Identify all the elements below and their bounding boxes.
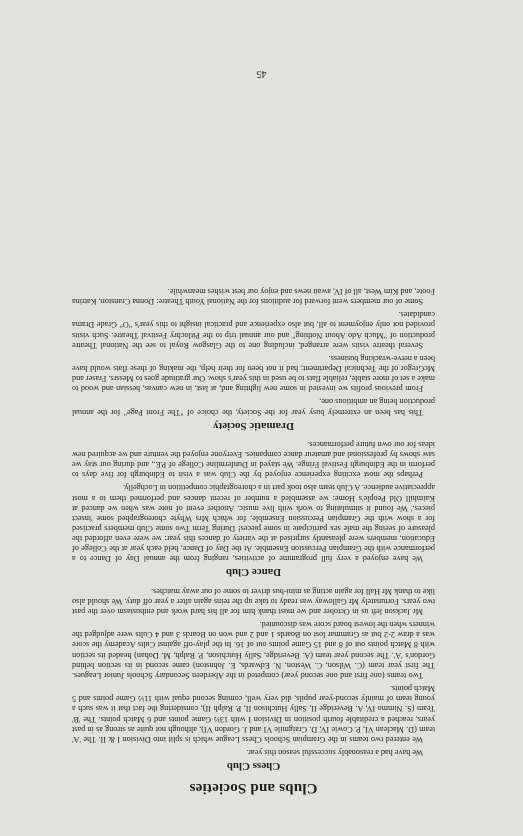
- drama-paragraph: Several theatre visits were arranged, including one to the Glasgow Royal to see the National Theatre production of "Much Ado About Nothing" and our annual trip to the Pitlochry Festival Theatre. Such visits provided not only enjoyment to all, but also experience and practical insight to this year's "O" Grade Drama candidates.: [72, 310, 435, 350]
- drama-paragraph: Some of our members went forward for auditions for the National Youth Theatre: Donna Cranston, Katrina Foote, and Kim West, all of IV, await news and enjoy our best wishes meanwhile.: [72, 286, 435, 307]
- chess-paragraph: Mr Jackson left us in October and we must thank him for all his hard work and enthusiasm over the past two years. Fortunately Mr Galloway was ready to take up the reins again after a year off duty. We should also like to thank Mr Hall for again acting as mini-bus driver to some of our away matches.: [72, 586, 435, 616]
- chess-club-section: [72, 586, 435, 773]
- dance-club-title: Dance Club: [225, 566, 282, 579]
- page-content: [72, 283, 435, 796]
- chess-paragraph: We entered two teams in the Grampian Schools Chess League which is split into Division I & II. The 'A' team (D. Maclean VI, P. Cowie IV, D. Craigmile VI and J. Gordon VI), although not quite as strong as in past years, reached a creditable fourth position in Division I with 13½ Game points and 6 Match points. The 'B' Team (S. Nimmo IV, A. Beveridge II, Sally Hutchison II, P. Ralph II), considering the fact that it was such a young team of mainly second-year pupils, did very well, coming second equal with 11½ Game points and 5 Match points.: [72, 684, 435, 744]
- dramatic-society-section: [72, 286, 435, 432]
- dance-paragraph: Perhaps the most exciting experience enjoyed by the Club was a visit to Edinburgh for five days to perform in the Edinburgh Festival Fringe. We stayed in Dunfermline College of P.E., and during our stay we saw shows by professional and amateur dance companies. Everyone enjoyed the venture and we acquired new ideas for our own future performances.: [72, 439, 435, 480]
- dance-paragraph: We have enjoyed a very full programme of activities, ranging from the annual Day of Dance to a performance with the Grampian Percussion Ensemble. At the Day of Dance, held each year at the College of Education, members were pleasantly surprised at the variety of dances this year: we were even afforded the pleasure of seeing the male sex participate in some pieces! During Term Two some Club members practised for a show with the Grampian Percussion Ensemble, for which Mrs Whyte choreographed some 'insect pieces.' We found it stimulating to work with live music. Another event of note was when we danced at Kaimhill Old People's Home: we assembled a number of recent dances and performed them to a most appreciative audience. A Club team also took part in a choreographic competition in Lochgelly.: [72, 483, 435, 564]
- chess-club-title: Chess Club: [226, 760, 281, 772]
- drama-paragraph: This has been an extremely busy year for the Society, the choice of "The Front Page" for the annual production being an ambitious one.: [72, 397, 435, 417]
- chess-paragraph: Two teams (one first and one second year) competed in the Aberdeen Secondary Schools Junior Leagues. The first year team (C. Wilson, C. Weston, N. Edwards, E. Johnston) came second in its section behind Gordon's 'A'. The second year team (A. Beveridge, Sally Hutchison, P. Ralph, M. Dohan) headed its section with 8 Match points out of 8 and 15 Game points out of 16. In the play-off against Cults Academy the score was a draw 2-2 but as Grammar lost on Boards 1 and 2 and won on Boards 3 and 4 Cults were adjudged the winners when the lowest board score was discounted.: [72, 620, 435, 680]
- drama-paragraph: From previous profits we invested in some new lighting and, at last, in new canvas, hessian and wood to make a set of more stable, reliable flats to be used in this year's show. Our gratitude goes to Messrs. Fraser and McGregor of the Technical Department; had it not been for their help, the making of these flats would have been a nerve-wracking business.: [72, 353, 435, 394]
- dramatic-society-title: Dramatic Society: [213, 419, 294, 432]
- page-number: 45: [256, 68, 267, 79]
- dance-club-section: [72, 439, 435, 579]
- page-heading: Clubs and Societies: [189, 780, 318, 796]
- chess-paragraph: We have had a reasonably successful season this year.: [246, 748, 423, 757]
